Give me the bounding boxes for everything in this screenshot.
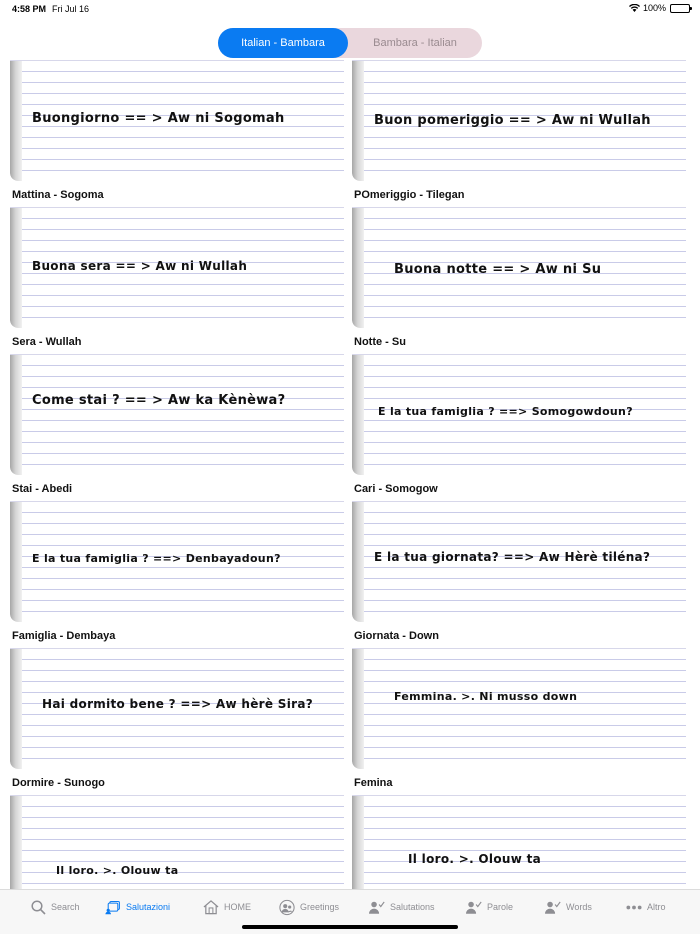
tab-label: Search <box>51 902 80 912</box>
tab-label: Altro <box>647 902 666 912</box>
greeting-card[interactable] <box>352 354 686 495</box>
search-icon <box>30 899 46 915</box>
greeting-card[interactable] <box>352 795 686 889</box>
tab-bar <box>0 889 700 934</box>
card-label: Femina <box>354 777 393 789</box>
person-check-icon <box>369 899 385 915</box>
card-text: Come stai ? == > Aw ka Kènèwa? <box>32 393 286 408</box>
card-label: POmeriggio - Tilegan <box>354 189 465 201</box>
status-time: 4:58 PM <box>12 4 47 14</box>
home-icon <box>203 899 219 915</box>
card-label: Giornata - Down <box>354 630 439 642</box>
greeting-card[interactable] <box>10 795 344 889</box>
card-label: Dormire - Sunogo <box>12 777 105 789</box>
card-label: Cari - Somogow <box>354 483 438 495</box>
tab-salutations[interactable] <box>369 899 435 915</box>
cards-icon <box>105 899 121 915</box>
segment-bambara-italian[interactable]: Bambara - Italian <box>373 37 457 49</box>
tab-label: Salutations <box>390 902 435 912</box>
tab-search[interactable] <box>30 899 80 915</box>
status-date: Fri Jul 16 <box>52 4 90 14</box>
greeting-card[interactable] <box>10 501 344 642</box>
card-text: E la tua giornata? ==> Aw Hèrè tiléna? <box>374 550 651 564</box>
card-text: E la tua famiglia ? ==> Denbayadoun? <box>32 552 281 565</box>
person-check-icon <box>466 899 482 915</box>
greeting-card[interactable] <box>352 501 686 642</box>
greeting-card[interactable] <box>10 354 344 495</box>
card-text: Buongiorno == > Aw ni Sogomah <box>32 111 285 126</box>
card-notepad <box>10 795 344 889</box>
tab-label: Words <box>566 902 592 912</box>
card-notepad <box>352 648 686 769</box>
card-notepad <box>10 60 344 181</box>
greeting-card[interactable] <box>10 60 344 201</box>
card-text: Femmina. >. Ni musso down <box>394 690 578 703</box>
greeting-card[interactable] <box>352 60 686 201</box>
greetings-card-grid <box>0 60 700 889</box>
card-notepad <box>10 207 344 328</box>
people-icon <box>279 899 295 915</box>
greeting-card[interactable] <box>10 207 344 348</box>
status-indicators <box>629 3 690 13</box>
card-notepad <box>352 60 686 181</box>
card-text: E la tua famiglia ? ==> Somogowdoun? <box>378 405 633 418</box>
tab-label: Greetings <box>300 902 340 912</box>
card-label: Sera - Wullah <box>12 336 82 348</box>
card-text: Hai dormito bene ? ==> Aw hèrè Sira? <box>42 697 314 711</box>
home-indicator[interactable] <box>242 925 458 929</box>
greeting-card[interactable] <box>352 207 686 348</box>
card-notepad <box>352 795 686 889</box>
card-text: Il loro. >. Olouw ta <box>56 864 179 877</box>
card-notepad <box>10 354 344 475</box>
card-text: Buon pomeriggio == > Aw ni Wullah <box>374 113 651 128</box>
card-notepad <box>352 207 686 328</box>
card-label: Famiglia - Dembaya <box>12 630 116 642</box>
wifi-icon <box>629 4 639 12</box>
status-bar <box>0 0 700 18</box>
tab-greetings[interactable] <box>279 899 339 915</box>
greeting-card[interactable] <box>10 648 344 789</box>
segment-italian-bambara[interactable]: Italian - Bambara <box>218 28 348 58</box>
tab-home[interactable] <box>203 899 251 915</box>
person-check-icon <box>545 899 561 915</box>
card-text: Buona sera == > Aw ni Wullah <box>32 259 248 273</box>
tab-label: Parole <box>487 902 514 912</box>
card-notepad <box>352 501 686 622</box>
battery-percent: 100% <box>642 3 666 13</box>
card-label: Mattina - Sogoma <box>12 189 104 201</box>
tab-label: HOME <box>224 902 251 912</box>
card-notepad <box>10 648 344 769</box>
tab-parole[interactable] <box>466 899 513 915</box>
card-notepad <box>10 501 344 622</box>
battery-icon <box>670 4 690 13</box>
language-segmented-control <box>218 28 482 58</box>
tab-words[interactable] <box>545 899 592 915</box>
tab-altro[interactable] <box>626 899 666 915</box>
more-icon <box>626 899 642 915</box>
card-notepad <box>352 354 686 475</box>
card-label: Notte - Su <box>354 336 406 348</box>
card-text: Buona notte == > Aw ni Su <box>394 262 602 277</box>
tab-label: Salutazioni <box>126 902 171 912</box>
card-text: Il loro. >. Olouw ta <box>408 852 542 866</box>
tab-salutazioni[interactable] <box>105 899 170 915</box>
greeting-card[interactable] <box>352 648 686 789</box>
card-label: Stai - Abedi <box>12 483 73 495</box>
